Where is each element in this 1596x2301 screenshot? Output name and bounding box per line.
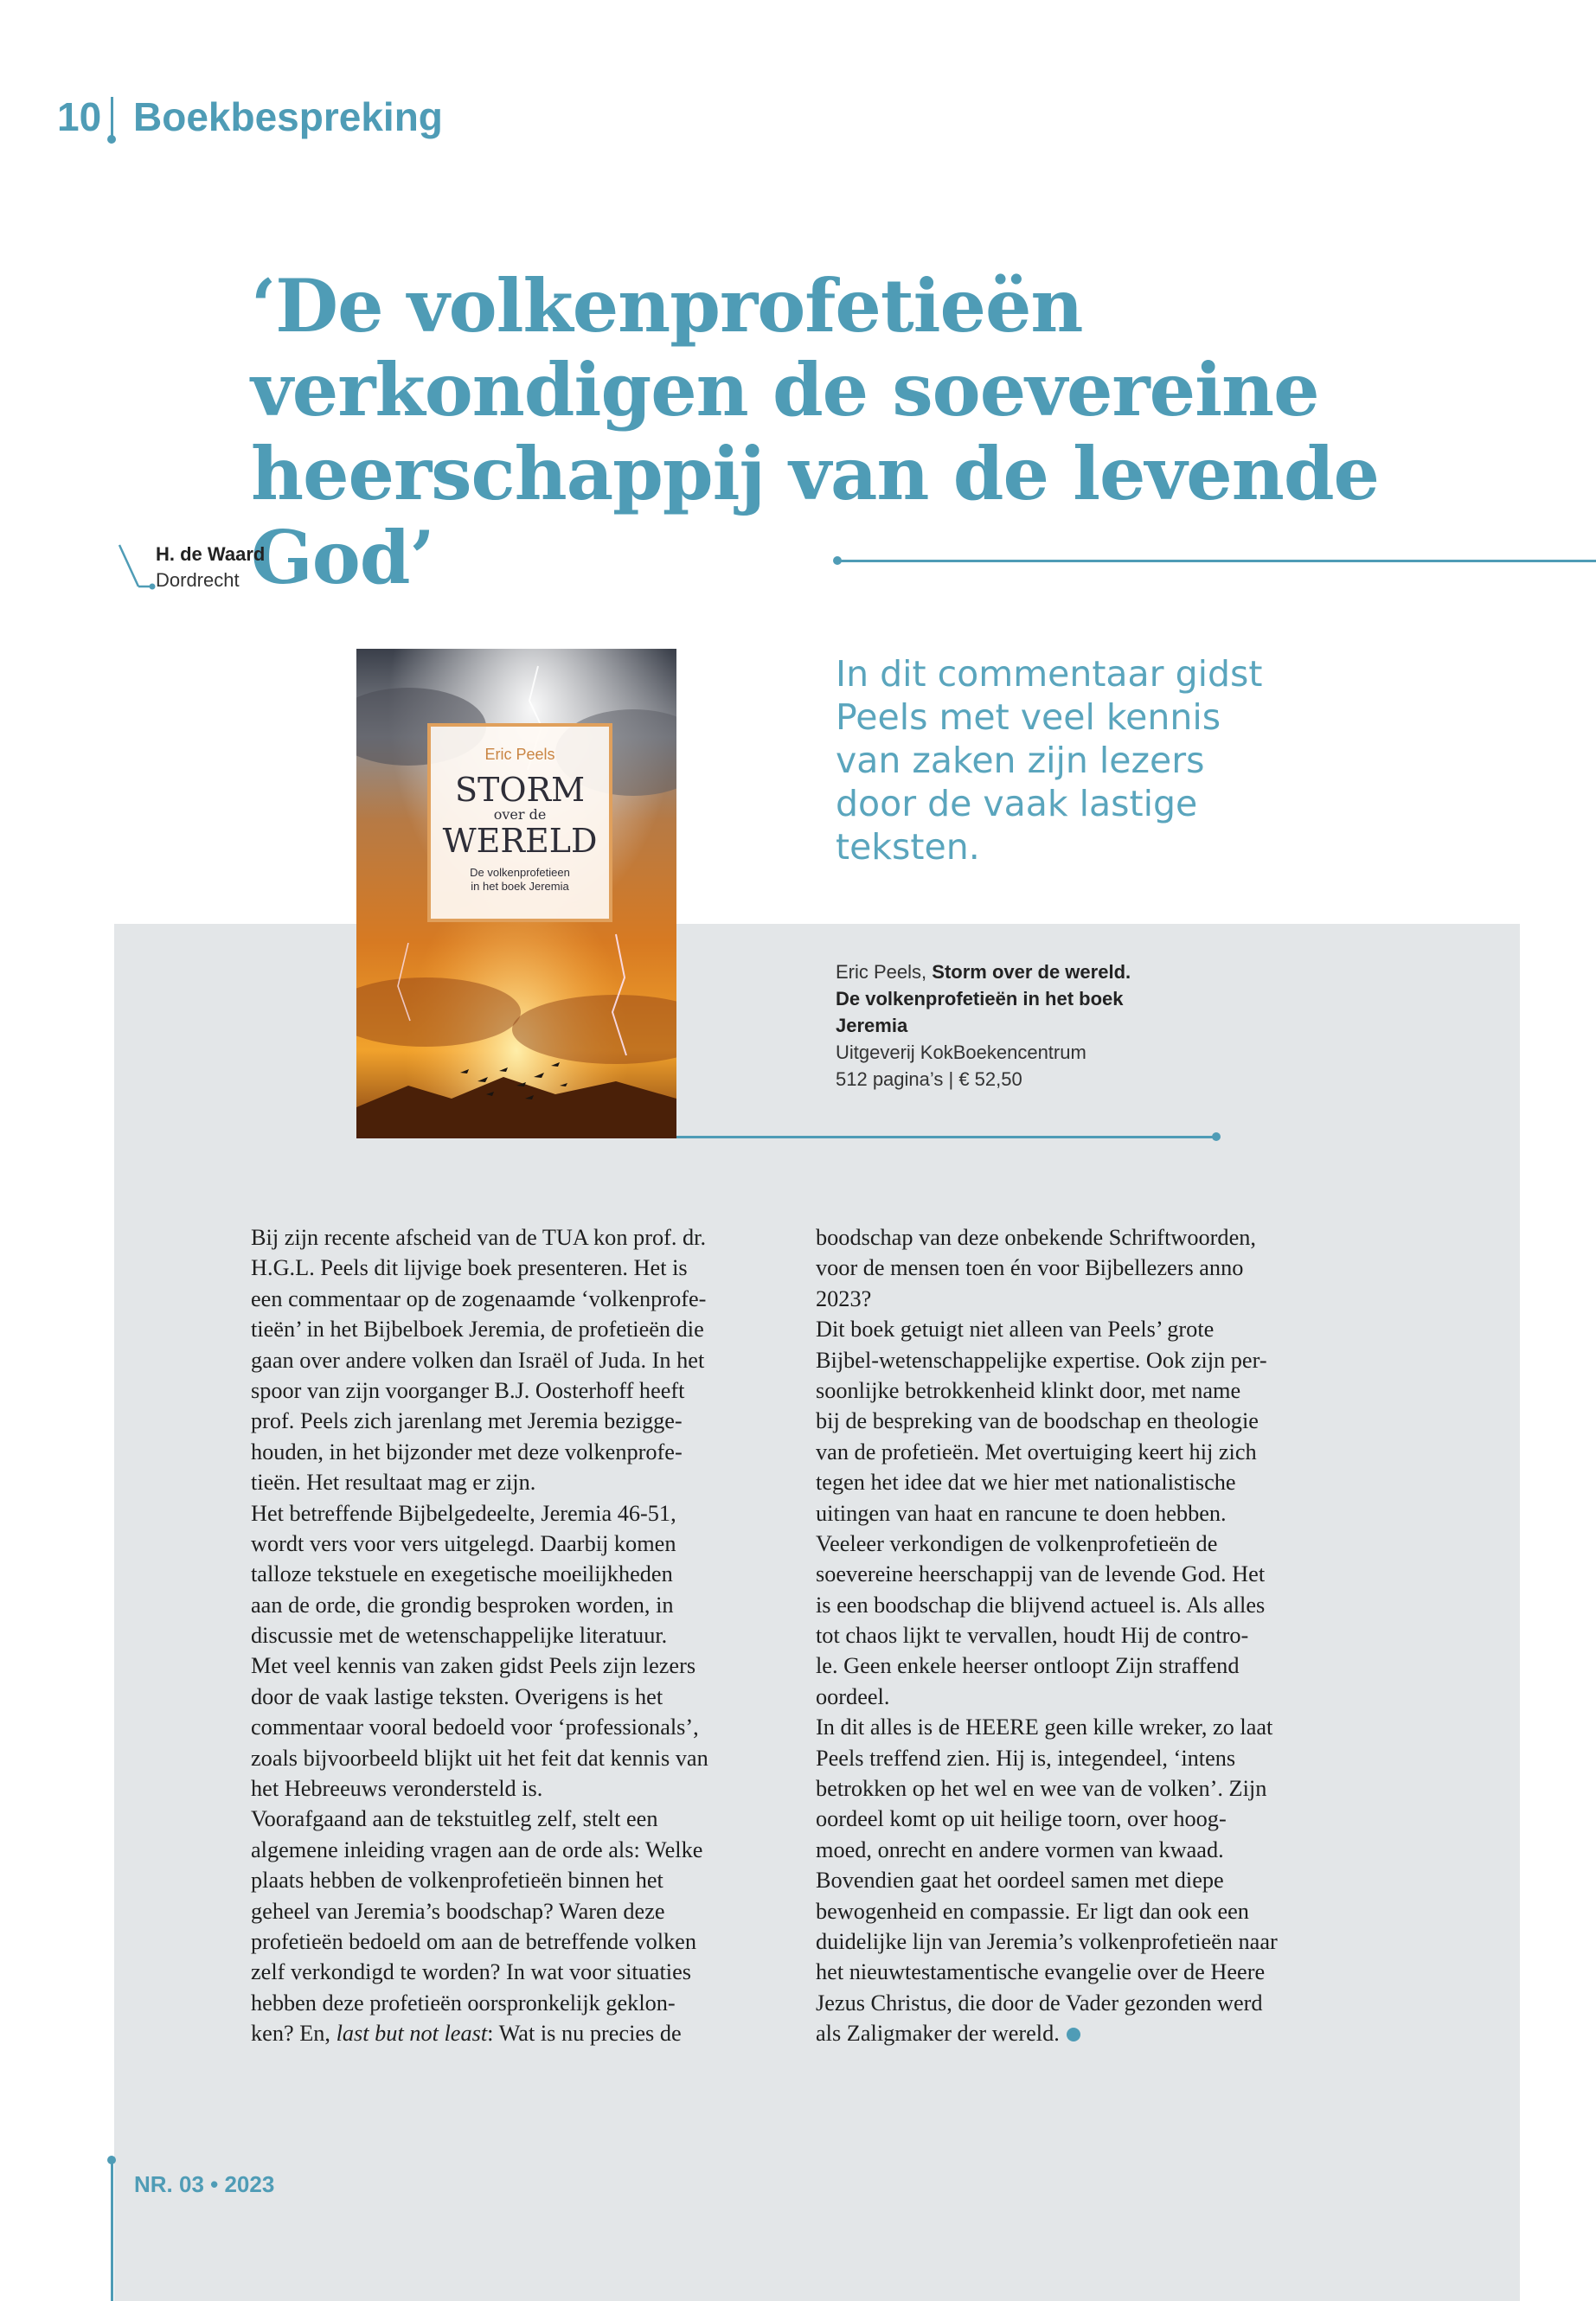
body-line: H.G.L. Peels dit lijvige boek presenteren. Het is: [251, 1255, 688, 1281]
issue-label: NR. 03 • 2023: [134, 2171, 275, 2197]
cover-subtitle: De volkenprofetieen: [470, 866, 570, 879]
body-line: Voorafgaand aan de tekstuitleg zelf, stelt een: [251, 1806, 658, 1832]
body-line: betrokken op het wel en wee van de volken’. Zijn: [816, 1776, 1267, 1802]
body-line: Bovendien gaat het oordeel samen met diepe: [816, 1868, 1224, 1894]
body-text: ken? En,: [251, 2021, 337, 2047]
section-label: Boekbespreking: [133, 94, 443, 139]
body-column-right: [816, 1222, 1361, 2049]
body-line: voor de mensen toen én voor Bijbellezers anno: [816, 1255, 1244, 1281]
body-line: gaan over andere volken dan Israël of Juda. In het: [251, 1347, 705, 1373]
body-line: bij de bespreking van de boodschap en theologie: [816, 1408, 1259, 1434]
pull-quote-line: teksten.: [836, 826, 980, 868]
body-line: een commentaar op de zogenaamde ‘volkenprofe-: [251, 1285, 707, 1311]
body-line: commentaar vooral bedoeld voor ‘professionals’,: [251, 1715, 699, 1740]
body-line: tot chaos lijkt te vervallen, houdt Hij de contro-: [816, 1623, 1249, 1649]
body-text: als Zaligmaker der wereld.: [816, 2021, 1060, 2047]
body-line: spoor van zijn voorganger B.J. Oosterhoff heeft: [251, 1377, 685, 1403]
end-of-article-icon: [1067, 2028, 1080, 2041]
body-text: : Wat is nu precies de: [487, 2021, 682, 2047]
body-line: Bijbel-wetenschappelijke expertise. Ook zijn per-: [816, 1347, 1267, 1373]
body-line: bewogenheid en compassie. Er ligt dan ook een: [816, 1898, 1249, 1924]
pull-quote-line: van zaken zijn lezers: [836, 740, 1205, 781]
book-pages-price: 512 pagina’s | € 52,50: [836, 1068, 1022, 1090]
body-line: tieën. Het resultaat mag er zijn.: [251, 1470, 536, 1496]
body-line: discussie met de wetenschappelijke literatuur.: [251, 1623, 668, 1649]
body-line: van de profetieën. Met overtuiging keert hij zich: [816, 1439, 1257, 1465]
body-line: algemene inleiding vragen aan de orde als: Welke: [251, 1836, 703, 1862]
body-line: Veeleer verkondigen de volkenprofetieën de: [816, 1530, 1218, 1556]
author-city: Dordrecht: [156, 569, 240, 591]
pull-quote-line: In dit commentaar gidst: [836, 653, 1263, 695]
footer-rule: [111, 2158, 113, 2301]
pull-quote: [836, 652, 1285, 868]
book-title: Jeremia: [836, 1015, 908, 1036]
body-line: uitingen van haat en rancune te doen hebben.: [816, 1500, 1227, 1526]
cover-title-wereld: WERELD: [442, 822, 598, 860]
cover-title-over: over de: [493, 806, 547, 823]
cover-title-storm: STORM: [454, 771, 586, 809]
body-line: soonlijke betrokkenheid klinkt door, met name: [816, 1377, 1241, 1403]
author-arrow-icon: [118, 543, 156, 592]
body-line: le. Geen enkele heerser ontloopt Zijn straffend: [816, 1653, 1240, 1679]
body-line: Het betreffende Bijbelgedeelte, Jeremia 46-51,: [251, 1500, 676, 1526]
author-name: H. de Waard: [156, 543, 266, 565]
body-column-left: [251, 1222, 796, 2049]
title-divider-rule: [837, 560, 1596, 562]
emphasis-text: last but not least: [336, 2021, 488, 2047]
body-line: soevereine heerschappij van de levende God. Het: [816, 1561, 1266, 1587]
title-line: verkondigen de soevereine: [251, 347, 1319, 433]
body-line: plaats hebben de volkenprofetieën binnen het: [251, 1868, 663, 1894]
body-line: tegen het idee dat we hier met nationalistische: [816, 1470, 1236, 1496]
body-line: houden, in het bijzonder met deze volkenprofe-: [251, 1439, 683, 1465]
body-line: zelf verkondigd te worden? In wat voor situaties: [251, 1959, 691, 1985]
body-line: duidelijke lijn van Jeremia’s volkenprofetieën naar: [816, 1928, 1278, 1954]
book-title: De volkenprofetieën in het boek: [836, 988, 1124, 1009]
body-line: geheel van Jeremia’s boodschap? Waren deze: [251, 1898, 665, 1924]
cover-title-frame: [427, 723, 612, 922]
title-line: heerschappij van de levende God’: [251, 431, 1379, 600]
pull-quote-line: door de vaak lastige: [836, 783, 1198, 824]
body-line: hebben deze profetieën oorspronkelijk geklon-: [251, 1990, 676, 2016]
body-line: het nieuwtestamentische evangelie over de Heere: [816, 1959, 1266, 1985]
rule-dot: [1212, 1132, 1221, 1141]
body-line: Bij zijn recente afscheid van de TUA kon prof. dr.: [251, 1225, 707, 1250]
body-line: is een boodschap die blijvend actueel is. Als alles: [816, 1592, 1266, 1618]
body-line: prof. Peels zich jarenlang met Jeremia bezigge-: [251, 1408, 683, 1434]
book-author: Eric Peels,: [836, 961, 933, 983]
body-line: tieën’ in het Bijbelboek Jeremia, de profetieën die: [251, 1317, 704, 1343]
body-line: Jezus Christus, die door de Vader gezonden werd: [816, 1990, 1263, 2016]
page-number: 10: [57, 94, 102, 139]
body-line: het Hebreeuws verondersteld is.: [251, 1776, 543, 1802]
page-number-divider-dot: [107, 135, 116, 144]
article-title: [251, 264, 1514, 599]
body-line: zoals bijvoorbeeld blijkt uit het feit dat kennis van: [251, 1745, 708, 1771]
body-line: In dit alles is de HEERE geen kille wreker, zo laat: [816, 1715, 1273, 1740]
body-line: [816, 2018, 1361, 2048]
body-line: profetieën bedoeld om aan de betreffende volken: [251, 1928, 696, 1954]
body-line: boodschap van deze onbekende Schriftwoorden,: [816, 1225, 1256, 1250]
book-divider-rule: [676, 1136, 1217, 1138]
book-publisher: Uitgeverij KokBoekencentrum: [836, 1042, 1086, 1063]
body-line: wordt vers voor vers uitgelegd. Daarbij komen: [251, 1530, 676, 1556]
body-line: oordeel.: [816, 1683, 890, 1709]
title-line: ‘De volkenprofetieën: [251, 263, 1083, 349]
body-line: oordeel komt op uit heilige toorn, over hoog-: [816, 1806, 1227, 1832]
book-title: Storm over de wereld.: [932, 961, 1131, 983]
body-line: Dit boek getuigt niet alleen van Peels’ grote: [816, 1317, 1215, 1343]
body-line: door de vaak lastige teksten. Overigens is het: [251, 1683, 663, 1709]
body-line: talloze tekstuele en exegetische moeilijkheden: [251, 1561, 673, 1587]
book-cover-image: [356, 649, 676, 1138]
book-details: [836, 958, 1199, 1093]
cover-subtitle: in het boek Jeremia: [471, 880, 569, 893]
body-line: Peels treffend zien. Hij is, integendeel, ‘intens: [816, 1745, 1236, 1771]
body-line: moed, onrecht en andere vormen van kwaad.: [816, 1836, 1224, 1862]
pull-quote-line: Peels met veel kennis: [836, 696, 1221, 738]
body-line: 2023?: [816, 1285, 872, 1311]
body-line: Met veel kennis van zaken gidst Peels zijn lezers: [251, 1653, 696, 1679]
body-line: [251, 2018, 796, 2048]
cover-author: Eric Peels: [484, 746, 555, 763]
body-line: aan de orde, die grondig besproken worden, in: [251, 1592, 674, 1618]
page-number-divider: [111, 97, 113, 138]
